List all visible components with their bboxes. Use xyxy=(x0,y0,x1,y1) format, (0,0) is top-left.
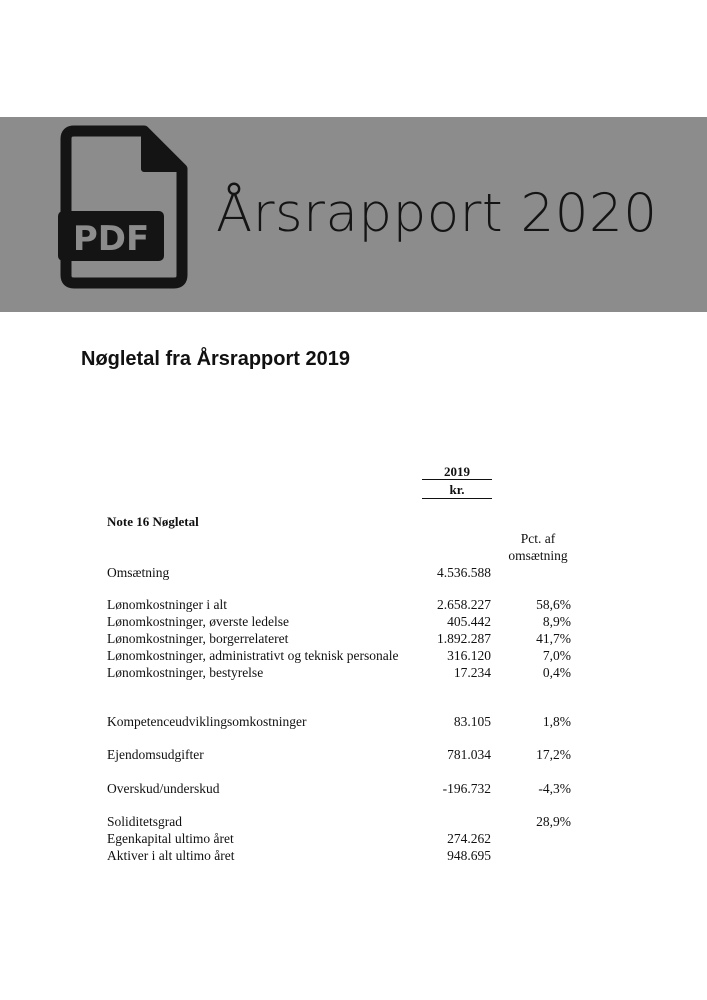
row-percent: 0,4% xyxy=(542,665,571,680)
row-label: Omsætning xyxy=(107,565,170,580)
note-title: Note 16 Nøgletal xyxy=(107,514,199,529)
row-percent: 1,8% xyxy=(542,714,571,729)
pdf-icon-label: PDF xyxy=(72,219,150,259)
row-label: Ejendomsudgifter xyxy=(107,747,204,762)
row-percent: 41,7% xyxy=(536,631,571,646)
table-row-total-salary xyxy=(0,597,707,613)
table-row-result xyxy=(0,781,707,797)
page-title: Nøgletal fra Årsrapport 2019 xyxy=(81,348,350,370)
pdf-file-icon xyxy=(56,125,190,289)
row-value: 781.034 xyxy=(447,747,491,762)
row-value: 274.262 xyxy=(447,831,491,846)
row-value: 1.892.287 xyxy=(437,631,491,646)
table-row-revenue xyxy=(0,565,707,581)
row-percent: 8,9% xyxy=(542,614,571,629)
row-value: 2.658.227 xyxy=(437,597,491,612)
row-percent: -4,3% xyxy=(538,781,571,796)
table-row-total-assets xyxy=(0,848,707,864)
table-row-salary-board xyxy=(0,665,707,681)
year-underline xyxy=(422,479,492,480)
row-percent: 58,6% xyxy=(536,597,571,612)
table-row-salary-management xyxy=(0,614,707,630)
pct-header-line-2: omsætning xyxy=(508,548,568,563)
row-value: 948.695 xyxy=(447,848,491,863)
table-row-salary-citizen xyxy=(0,631,707,647)
header-banner xyxy=(0,117,707,312)
row-label: Lønomkostninger, administrativt og teknisk personale xyxy=(107,648,399,663)
row-percent: 28,9% xyxy=(536,814,571,829)
pct-column-header xyxy=(500,530,576,564)
row-value: 17.234 xyxy=(453,665,491,680)
row-value: 405.442 xyxy=(447,614,491,629)
unit-column-header: kr. xyxy=(449,482,465,497)
row-percent: 17,2% xyxy=(536,747,571,762)
row-percent: 7,0% xyxy=(542,648,571,663)
row-label: Soliditetsgrad xyxy=(107,814,182,829)
table-row-equity xyxy=(0,831,707,847)
row-label: Lønomkostninger i alt xyxy=(107,597,227,612)
row-label: Lønomkostninger, øverste ledelse xyxy=(107,614,290,629)
table-row-salary-admin xyxy=(0,648,707,664)
row-label: Kompetenceudviklingsomkostninger xyxy=(107,714,307,729)
table-row-property xyxy=(0,747,707,763)
unit-underline xyxy=(422,498,492,499)
table-row-solvency xyxy=(0,814,707,830)
row-value: 316.120 xyxy=(447,648,491,663)
row-label: Lønomkostninger, bestyrelse xyxy=(107,665,264,680)
row-label: Aktiver i alt ultimo året xyxy=(107,848,235,863)
row-value: 4.536.588 xyxy=(437,565,491,580)
row-value: -196.732 xyxy=(442,781,491,796)
year-column-header: 2019 xyxy=(444,464,470,479)
row-label: Egenkapital ultimo året xyxy=(107,831,234,846)
row-label: Overskud/underskud xyxy=(107,781,220,796)
row-label: Lønomkostninger, borgerrelateret xyxy=(107,631,289,646)
banner-title: Årsrapport 2020 xyxy=(216,183,658,244)
table-row-competence xyxy=(0,714,707,730)
row-value: 83.105 xyxy=(453,714,491,729)
pct-header-line-1: Pct. af xyxy=(520,531,556,546)
